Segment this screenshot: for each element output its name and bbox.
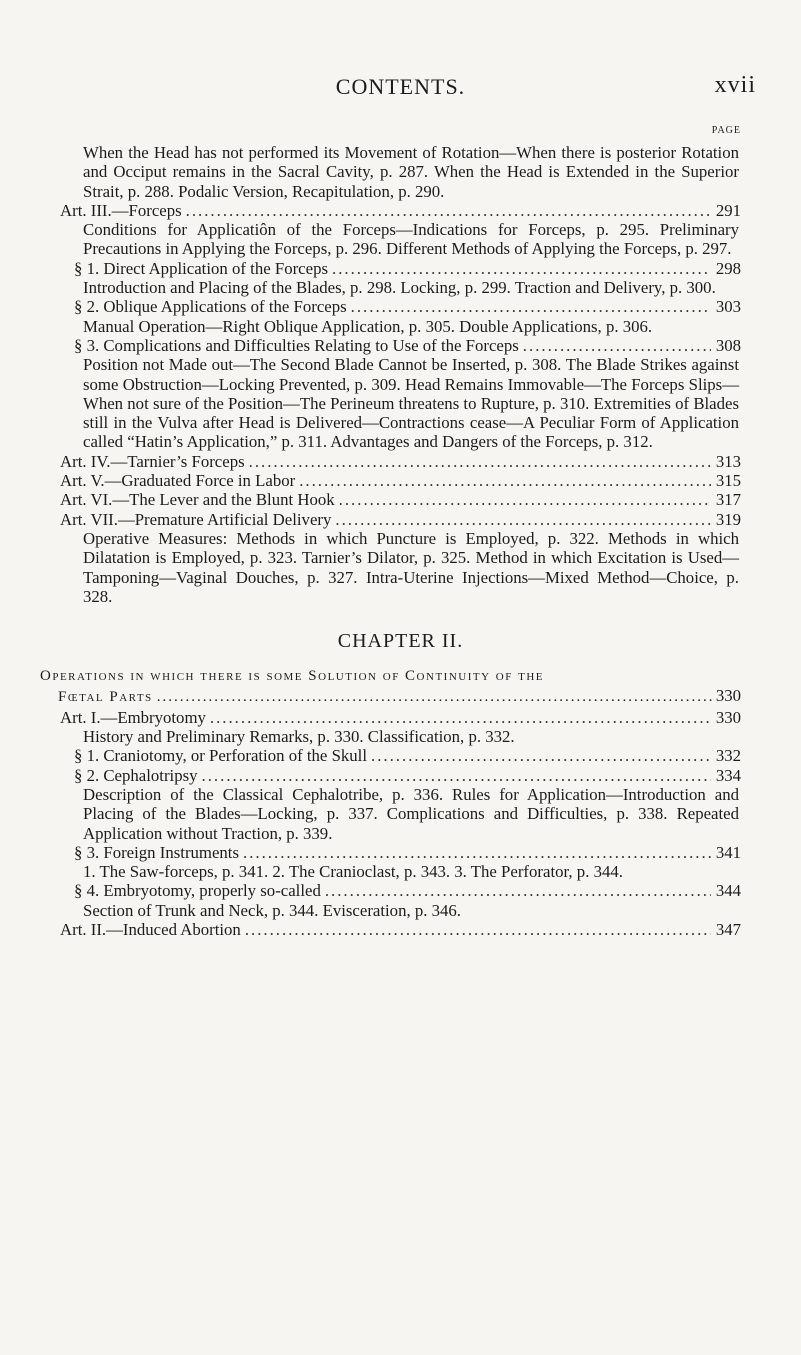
entry-label: Art. III.—Forceps: [60, 200, 182, 220]
entry-page-number: 344: [715, 881, 741, 901]
entry-label: § 3. Foreign Instruments: [74, 842, 240, 862]
leader-dots: [210, 708, 711, 727]
toc-entry: [0, 471, 801, 490]
entry-label: § 1. Craniotomy, or Perforation of the Skull: [74, 746, 368, 766]
running-title: CONTENTS.: [335, 74, 466, 99]
intro-paragraph: When the Head has not performed its Movement of Rotation—When there is posterior Rotation and Occiput remains in the Sacral Cavity, p. 287. When the Head is Extended in the Superior Strait, p. 288. Podalic Version, Recapitulation, p. 290.: [83, 143, 739, 201]
entry-label: Art. II.—Induced Abortion: [60, 919, 241, 939]
entry-page-number: 317: [715, 490, 741, 510]
entry-description: Manual Operation—Right Oblique Application, p. 305. Double Applications, p. 306.: [83, 316, 653, 336]
leader-dots: [332, 259, 711, 278]
toc-entry-heading: [74, 297, 741, 316]
leader-dots: [186, 201, 711, 220]
toc-entry-heading: [74, 746, 741, 765]
entry-label: § 1. Direct Application of the Forceps: [74, 258, 328, 278]
page-header: [0, 70, 801, 110]
chapter-heading: CHAPTER II.: [337, 630, 464, 653]
entry-description: Operative Measures: Methods in which Puncture is Employed, p. 322. Methods in which Dilatation is Employed, p. 323. Tarnier’s Dilator, p. 325. Method in which Excitation is Used—Tamponing—Vaginal Douches, p. 327. Intra-Uterine Injections—Mixed Method—Choice, p. 328.: [83, 528, 739, 606]
toc-entry-heading: [60, 471, 741, 490]
entry-page-number: 330: [715, 707, 741, 727]
toc-entry-heading: [60, 490, 741, 509]
entry-label: § 2. Cephalotripsy: [74, 765, 198, 785]
leader-dots: [325, 881, 711, 900]
entry-page-number: 298: [715, 258, 741, 278]
chapter-section-title: Operations in which there is some Solution of Continuity of the: [40, 668, 544, 685]
entry-page-number: 291: [715, 200, 741, 220]
toc-entry-heading: [60, 510, 741, 529]
toc-entry-heading: [60, 201, 741, 220]
entry-page-number: 332: [715, 746, 741, 766]
leader-dots: [339, 490, 711, 509]
entry-label: Art. IV.—Tarnier’s Forceps: [60, 451, 245, 471]
section-title-text: Fœtal Parts: [58, 689, 153, 706]
page-column-label: PAGE: [711, 125, 741, 136]
toc-entry: [0, 336, 801, 452]
toc-entry: [0, 510, 801, 606]
entry-label: § 3. Complications and Difficulties Relating to Use of the Forceps: [74, 335, 519, 355]
toc-entry: [0, 881, 801, 920]
roman-page-number: xvii: [714, 72, 756, 98]
toc-entry: [0, 259, 801, 298]
toc-entry-heading: [74, 336, 741, 355]
toc-entry: [0, 201, 801, 259]
toc-entry: [0, 490, 801, 509]
entry-page-number: 347: [715, 919, 741, 939]
entry-page-number: 330: [715, 686, 741, 706]
toc-entry: [0, 920, 801, 939]
entry-label: Art. VI.—The Lever and the Blunt Hook: [60, 490, 335, 510]
toc-entry-heading: [74, 881, 741, 900]
toc-entry-heading: [60, 920, 741, 939]
leader-dots: [243, 843, 711, 862]
entry-description: History and Preliminary Remarks, p. 330. Classification, p. 332.: [83, 727, 515, 747]
entry-page-number: 313: [715, 451, 741, 471]
toc-entry: [0, 766, 801, 843]
leader-dots: [351, 297, 711, 316]
toc-entry-heading: [60, 708, 741, 727]
entry-label: Art. V.—Graduated Force in Labor: [60, 471, 296, 491]
chapter-section-title-continued: [58, 686, 741, 707]
entry-label: § 2. Oblique Applications of the Forceps: [74, 297, 347, 317]
toc-entry-heading: [74, 766, 741, 785]
entry-description: Section of Trunk and Neck, p. 344. Evisceration, p. 346.: [83, 900, 461, 920]
entry-label: § 4. Embryotomy, properly so-called: [74, 881, 321, 901]
toc-entry: [0, 746, 801, 765]
leader-dots: [202, 766, 711, 785]
entry-label: Art. VII.—Premature Artificial Delivery: [60, 509, 332, 529]
toc-entry: [0, 297, 801, 336]
toc-entry-heading: [74, 259, 741, 278]
toc-entry: [0, 843, 801, 882]
leader-dots: [335, 510, 711, 529]
entry-page-number: 308: [715, 335, 741, 355]
contents-list: [0, 143, 801, 939]
toc-entry-heading: [60, 452, 741, 471]
leader-dots: [249, 452, 711, 471]
leader-dots: [523, 336, 711, 355]
toc-entry-heading: [74, 843, 741, 862]
entry-page-number: 303: [715, 297, 741, 317]
leader-dots: [371, 746, 711, 765]
entry-page-number: 315: [715, 471, 741, 491]
leader-dots: [299, 471, 711, 490]
entry-page-number: 341: [715, 842, 741, 862]
leader-dots: [245, 920, 711, 939]
entry-description: Conditions for Applicatiôn of the Forceps—Indications for Forceps, p. 295. Preliminary Precautions in Applying the Forceps, p. 296. Different Methods of Applying the Forceps, p. 297.: [83, 220, 739, 259]
toc-entry: [0, 708, 801, 747]
entry-page-number: 334: [715, 765, 741, 785]
entry-description: Introduction and Placing of the Blades, p. 298. Locking, p. 299. Traction and Delivery, p. 300.: [83, 278, 716, 298]
leader-dots: [157, 688, 712, 707]
entry-description: Description of the Classical Cephalotribe, p. 336. Rules for Application—Introduction and Placing of the Blades—Locking, p. 337. Complications and Difficulties, p. 338. Repeated Application without Traction, p. 339.: [83, 784, 739, 843]
entry-page-number: 319: [715, 509, 741, 529]
entry-description: 1. The Saw-forceps, p. 341. 2. The Cranioclast, p. 343. 3. The Perforator, p. 344.: [83, 862, 623, 882]
entry-description: Position not Made out—The Second Blade Cannot be Inserted, p. 308. The Blade Strikes against some Obstruction—Locking Prevented, p. 309. Head Remains Immovable—The Forceps Slips—When not sure of the Position—The Perineum threatens to Rupture, p. 310. Extremities of Blades still in the Vulva after Head is Delivered—Contractions cease—A Peculiar Form of Application called “Hatin’s Application,” p. 311. Advantages and Dangers of the Forceps, p. 312.: [83, 355, 739, 452]
toc-entry: [0, 452, 801, 471]
entry-label: Art. I.—Embryotomy: [60, 707, 206, 727]
